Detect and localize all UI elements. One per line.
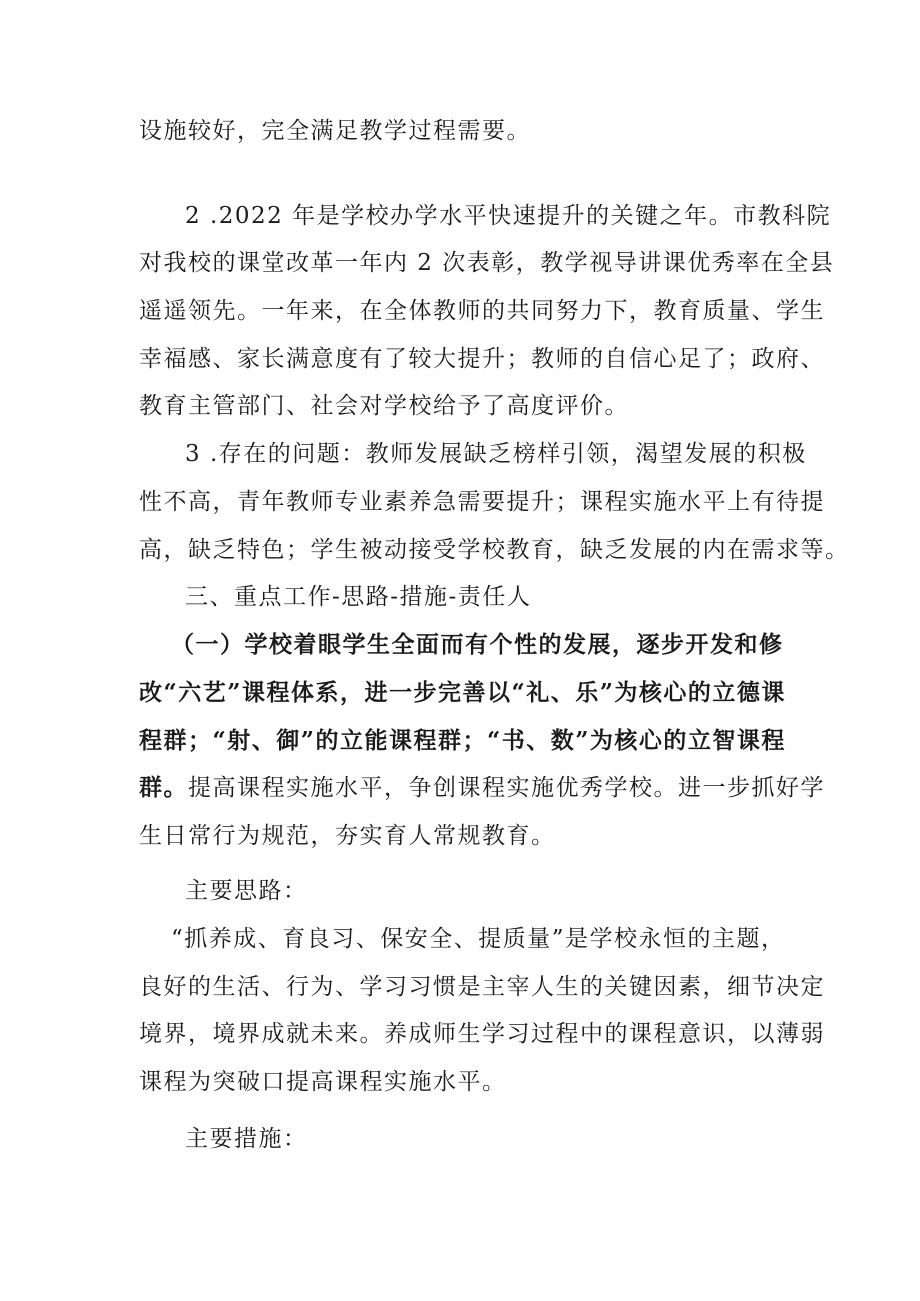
subheading: 主要措施： bbox=[185, 1126, 308, 1152]
paragraph-line: 良好的生活、行为、学习习惯是主宰人生的关键因素，细节决定 bbox=[139, 974, 825, 1000]
paragraph-line-bold: 程群；“射、御”的立能课程群；“书、数”为核心的立智课程 bbox=[139, 727, 786, 754]
subheading: 主要思路： bbox=[185, 878, 308, 904]
bold-segment: 群。 bbox=[139, 774, 188, 801]
paragraph-line-bold: 改“六艺”课程体系，进一步完善以“礼、乐”为核心的立德课 bbox=[139, 679, 786, 706]
paragraph-line: 境界，境界成就未来。养成师生学习过程中的课程意识，以薄弱 bbox=[139, 1021, 825, 1047]
paragraph-line-mixed bbox=[139, 773, 825, 803]
paragraph-line: 教育主管部门、社会对学校给予了高度评价。 bbox=[139, 393, 629, 419]
paragraph-line-bold: （一）学校着眼学生全面而有个性的发展，逐步开发和修 bbox=[171, 631, 784, 658]
paragraph-line: 对我校的课堂改革一年内 2 次表彰，教学视导讲课优秀率在全县 bbox=[139, 250, 835, 276]
paragraph-line: “抓养成、育良习、保安全、提质量”是学校永恒的主题， bbox=[171, 926, 786, 952]
section-heading: 三、重点工作-思路-措施-责任人 bbox=[185, 584, 532, 610]
paragraph-line: 设施较好，完全满足教学过程需要。 bbox=[139, 118, 531, 144]
normal-segment: 提高课程实施水平，争创课程实施优秀学校。进一步抓好学 bbox=[188, 775, 825, 801]
paragraph-line: 性不高，青年教师专业素养急需要提升；课程实施水平上有待提 bbox=[139, 489, 825, 515]
paragraph-line: 遥遥领先。一年来，在全体教师的共同努力下，教育质量、学生 bbox=[139, 298, 825, 324]
paragraph-line: 3 .存在的问题：教师发展缺乏榜样引领，渴望发展的积极 bbox=[185, 441, 807, 467]
paragraph-line: 课程为突破口提高课程实施水平。 bbox=[139, 1069, 507, 1095]
paragraph-line: 生日常行为规范，夯实育人常规教育。 bbox=[139, 823, 556, 849]
paragraph-line: 高，缺乏特色；学生被动接受学校教育，缺乏发展的内在需求等。 bbox=[139, 537, 850, 563]
paragraph-line: 2 .2022 年是学校办学水平快速提升的关键之年。市教科院 bbox=[185, 203, 832, 229]
paragraph-line: 幸福感、家长满意度有了较大提升；教师的自信心足了；政府、 bbox=[139, 346, 825, 372]
